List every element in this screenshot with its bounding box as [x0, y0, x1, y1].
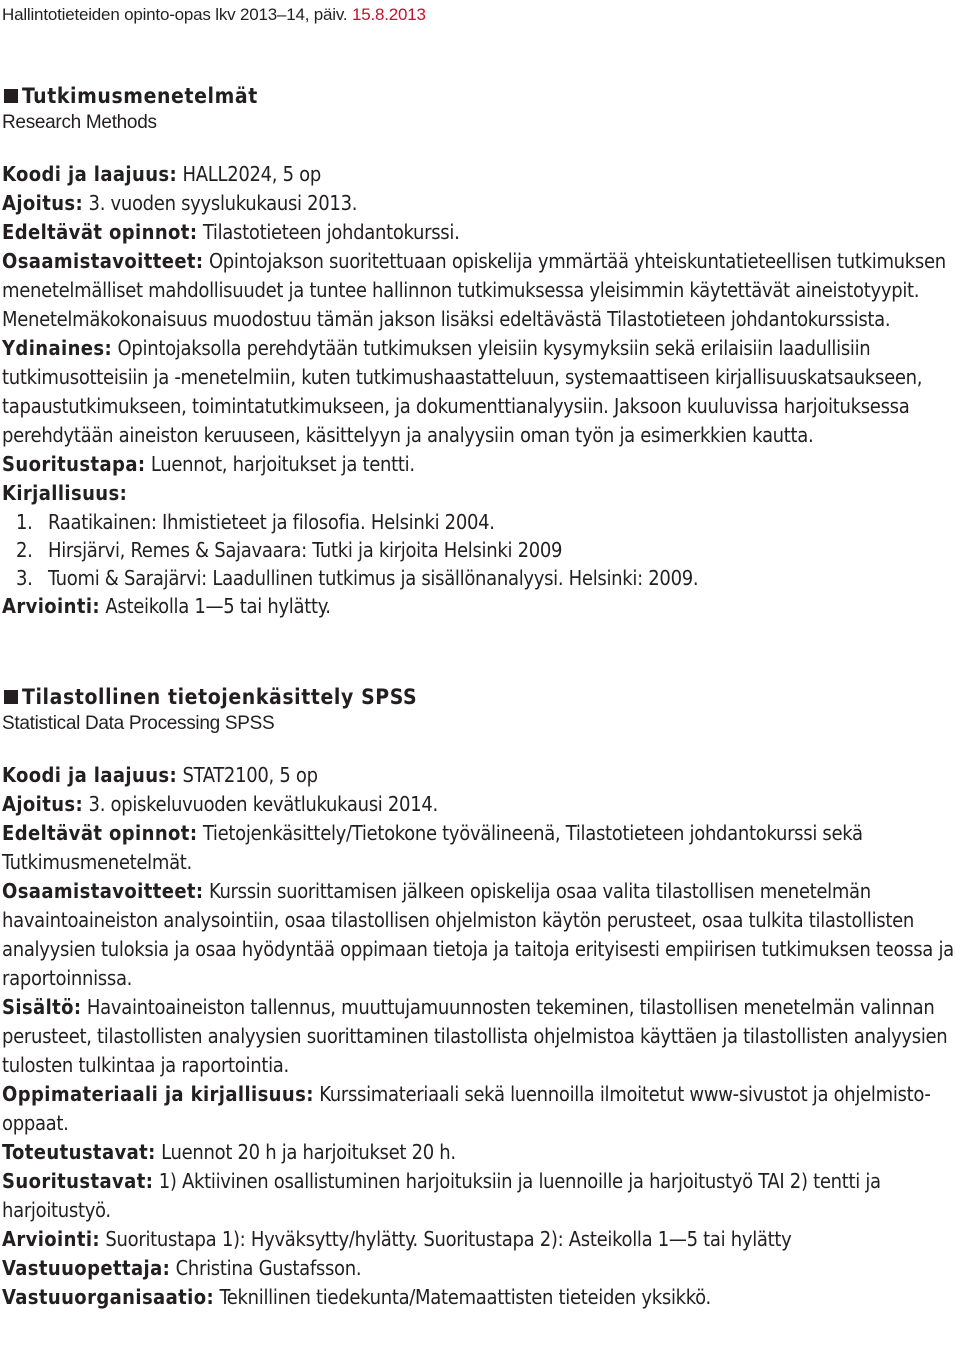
course-subtitle: Statistical Data Processing SPSS [2, 713, 275, 734]
square-bullet-icon [4, 690, 18, 704]
field-label: Suoritustavat: [2, 1169, 154, 1193]
field-value: Asteikolla 1—5 tai hylätty. [100, 594, 331, 618]
field-label: Osaamistavoitteet: [2, 879, 204, 903]
field-value: Luennot 20 h ja harjoitukset 20 h. [155, 1140, 456, 1164]
field-grading [2, 1225, 956, 1254]
field-completion-method [2, 450, 956, 479]
field-learning-outcomes [2, 877, 956, 993]
literature-item: 2. Hirsjärvi, Remes & Sajavaara: Tutki ja kirjoita Helsinki 2009 [38, 536, 956, 564]
course-title-text: Tilastollinen tietojenkäsittely SPSS [22, 685, 418, 709]
field-value: 1) Aktiivinen osallistuminen harjoituksiin ja luennoille ja harjoitustyö TAI 2) tentti ja harjoitustyö. [2, 1169, 881, 1222]
field-value: Christina Gustafsson. [170, 1256, 362, 1280]
field-timing [2, 790, 956, 819]
field-code [2, 761, 956, 790]
field-value: Luennot, harjoitukset ja tentti. [145, 452, 415, 476]
field-value: Opintojakson suoritettuaan opiskelija ymmärtää yhteiskuntatieteellisen tutkimuksen menetelmälliset mahdollisuudet ja tuntee hallinnon tutkimuksessa yleisimmin käytettävät aineistotyypit. Menetelmäkokonaisuus muodostuu tämän jakson lisäksi edeltävästä Tilastotieteen johdantokurssista. [2, 249, 946, 331]
literature-item: 3. Tuomi & Sarajärvi: Laadullinen tutkimus ja sisällönanalyysi. Helsinki: 2009. [38, 564, 956, 592]
field-responsible-teacher [2, 1254, 956, 1283]
field-materials [2, 1080, 956, 1138]
field-content [2, 993, 956, 1080]
field-value: Kurssin suorittamisen jälkeen opiskelija osaa valita tilastollisen menetelmän havaintoaineiston analysointiin, osaa tilastollisen ohjelmiston käytön perusteet, osaa tulkita tilastollisten analyysien tuloksia ja osaa hyödyntää oppimaan tietoja ja taitoja erityisesti empiirisen tutkimuksen teossa ja raportoinnissa. [2, 879, 954, 990]
field-value: 3. opiskeluvuoden kevätlukukausi 2014. [83, 792, 438, 816]
field-label: Edeltävät opinnot: [2, 821, 198, 845]
literature-list [2, 508, 956, 592]
field-label: Osaamistavoitteet: [2, 249, 204, 273]
field-value: Havaintoaineiston tallennus, muuttujamuunnosten tekeminen, tilastollisen menetelmän valinnan perusteet, tilastollisten analyysien suorittaminen tilastollista ohjelmistoa käyttäen ja tilastollisten analyysien tulosten tulkintaa ja raportointia. [2, 995, 948, 1077]
field-value: Tietojenkäsittely/Tietokone työvälineenä, Tilastotieteen johdantokurssi sekä Tutkimusmenetelmät. [2, 821, 863, 874]
course-title-text: Tutkimusmenetelmät [22, 84, 258, 108]
field-responsible-organisation [2, 1283, 956, 1312]
field-prerequisites [2, 218, 956, 247]
square-bullet-icon [4, 89, 18, 103]
field-label: Suoritustapa: [2, 452, 146, 476]
field-value: Opintojaksolla perehdytään tutkimuksen yleisiin kysymyksiin sekä erilaisiin laadullisiin tutkimusotteisiin ja -menetelmiin, kuten tutkimushaastatteluun, systemaattiseen kirjallisuuskatsaukseen, tapaustutkimukseen, toimintatutkimukseen, ja dokumenttianalyysiin. Jaksoon kuuluvissa harjoituksessa perehdytään aineiston keruuseen, käsittelyyn ja analyysiin oman työn ja esimerkkien kautta. [2, 336, 923, 447]
field-label: Toteutustavat: [2, 1140, 156, 1164]
field-label: Ydinaines: [2, 336, 113, 360]
field-implementation [2, 1138, 956, 1167]
field-code [2, 160, 956, 189]
course-title [2, 82, 956, 110]
field-prerequisites [2, 819, 956, 877]
header-text: Hallintotieteiden opinto-opas lkv 2013–14, päiv. [2, 5, 352, 24]
field-value: Suoritustapa 1): Hyväksytty/hylätty. Suoritustapa 2): Asteikolla 1—5 tai hylätty [100, 1227, 792, 1251]
field-label: Koodi ja laajuus: [2, 763, 178, 787]
literature-item: 1. Raatikainen: Ihmistieteet ja filosofia. Helsinki 2004. [38, 508, 956, 536]
field-value: Tilastotieteen johdantokurssi. [197, 220, 460, 244]
header-date: 15.8.2013 [351, 5, 426, 24]
field-timing [2, 189, 956, 218]
field-label: Arviointi: [2, 594, 100, 618]
course-spss [2, 683, 956, 1312]
field-completion-methods [2, 1167, 956, 1225]
field-label: Koodi ja laajuus: [2, 162, 178, 186]
page-header [2, 4, 956, 26]
field-value: Kurssimateriaali sekä luennoilla ilmoitetut www-sivustot ja ohjelmisto-oppaat. [2, 1082, 931, 1135]
document-page [2, 0, 956, 1312]
field-label: Ajoitus: [2, 191, 84, 215]
field-label: Sisältö: [2, 995, 82, 1019]
field-literature [2, 479, 956, 508]
field-label: Oppimateriaali ja kirjallisuus: [2, 1082, 314, 1106]
course-fields [2, 761, 956, 1312]
field-label: Edeltävät opinnot: [2, 220, 198, 244]
course-title [2, 683, 956, 711]
course-subtitle: Research Methods [2, 112, 157, 133]
field-value: Teknillinen tiedekunta/Matemaattisten tieteiden yksikkö. [214, 1285, 711, 1309]
field-label: Ajoitus: [2, 792, 84, 816]
field-learning-outcomes [2, 247, 956, 334]
field-grading [2, 592, 956, 621]
field-label: Vastuuopettaja: [2, 1256, 171, 1280]
field-value: 3. vuoden syyslukukausi 2013. [83, 191, 358, 215]
field-value: STAT2100, 5 op [177, 763, 318, 787]
field-label: Vastuuorganisaatio: [2, 1285, 215, 1309]
field-value: HALL2024, 5 op [177, 162, 322, 186]
field-label: Arviointi: [2, 1227, 100, 1251]
field-label: Kirjallisuus: [2, 481, 128, 505]
field-core-content [2, 334, 956, 450]
course-fields [2, 160, 956, 621]
course-research-methods [2, 82, 956, 621]
